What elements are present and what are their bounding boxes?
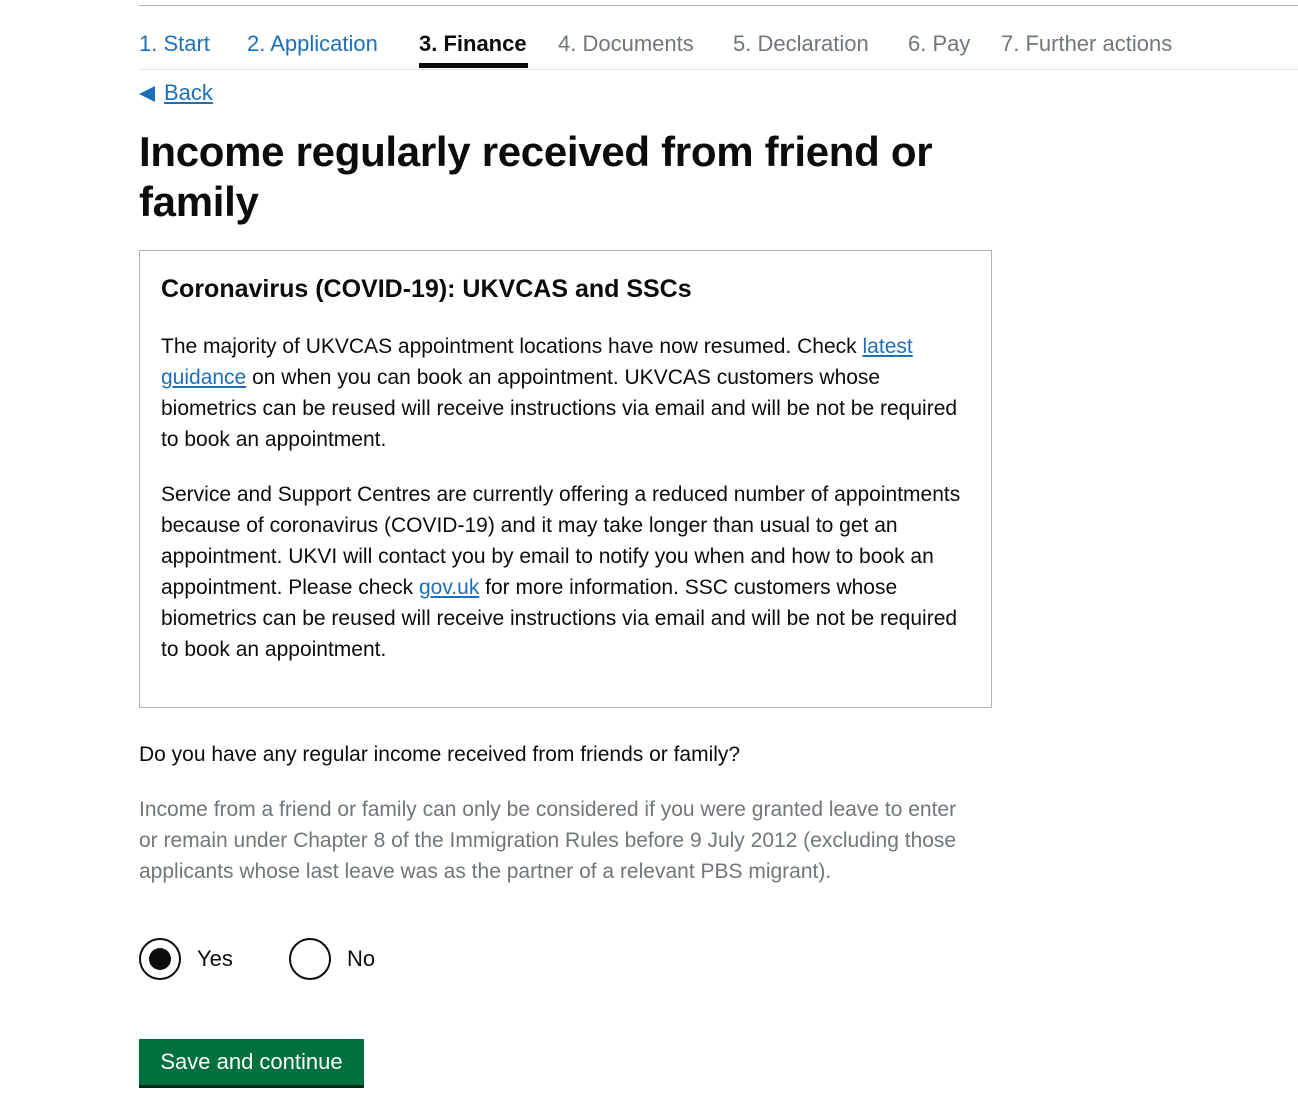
back-link[interactable] (139, 78, 213, 108)
notice-text: on when you can book an appointment. UKVCAS customers whose biometrics can be reused will receive instructions via email and will be not be required to book an appointment. (161, 366, 958, 451)
notice-heading: Coronavirus (COVID-19): UKVCAS and SSCs (161, 275, 692, 303)
save-and-continue-button[interactable]: Save and continue (139, 1039, 364, 1085)
income-question: Do you have any regular income received from friends or family? (139, 743, 741, 766)
gov-uk-link[interactable]: gov.uk (419, 576, 480, 599)
radio-no-label: No (347, 946, 376, 971)
income-hint: Income from a friend or family can only be considered if you were granted leave to enter or remain under Chapter 8 of the Immigration Rules before 9 July 2012 (excluding those applicants whose last leave was as the partner of a relevant PBS migrant). (139, 798, 957, 883)
step-documents: 4. Documents (558, 31, 694, 56)
triangle-left-icon (139, 86, 155, 102)
step-finance: 3. Finance (419, 31, 527, 56)
notice-text: The majority of UKVCAS appointment locations have now resumed. Check (161, 335, 863, 358)
radio-yes-label: Yes (197, 946, 233, 971)
covid-notice-panel (139, 250, 992, 708)
notice-paragraph-ssc (161, 479, 961, 665)
radio-no-control[interactable] (289, 938, 331, 980)
page-title: Income regularly received from friend or family (139, 128, 933, 225)
latest-guidance-link[interactable]: latest guidance (161, 335, 913, 389)
step-pay: 6. Pay (908, 31, 971, 56)
progress-steps (139, 28, 1298, 70)
step-start[interactable]: 1. Start (139, 31, 210, 56)
notice-text: for more information. SSC customers whose biometrics can be reused will receive instructions via email and will be not be required to book an appointment. (161, 576, 958, 661)
top-divider (139, 5, 1298, 6)
radio-yes-control[interactable] (139, 938, 181, 980)
radio-yes[interactable] (139, 938, 233, 980)
step-further-actions: 7. Further actions (1001, 31, 1173, 56)
radio-no[interactable] (289, 938, 375, 980)
step-application[interactable]: 2. Application (247, 31, 378, 56)
step-declaration: 5. Declaration (733, 31, 869, 56)
notice-paragraph-ukvcas (161, 331, 961, 455)
current-step-indicator (419, 63, 528, 68)
notice-text: Service and Support Centres are currently offering a reduced number of appointments because of coronavirus (COVID-19) and it may take longer than usual to get an appointment. UKVI will contact you by email to notify you when and how to book an appointment. Please check (161, 483, 961, 599)
back-label: Back (164, 80, 213, 105)
